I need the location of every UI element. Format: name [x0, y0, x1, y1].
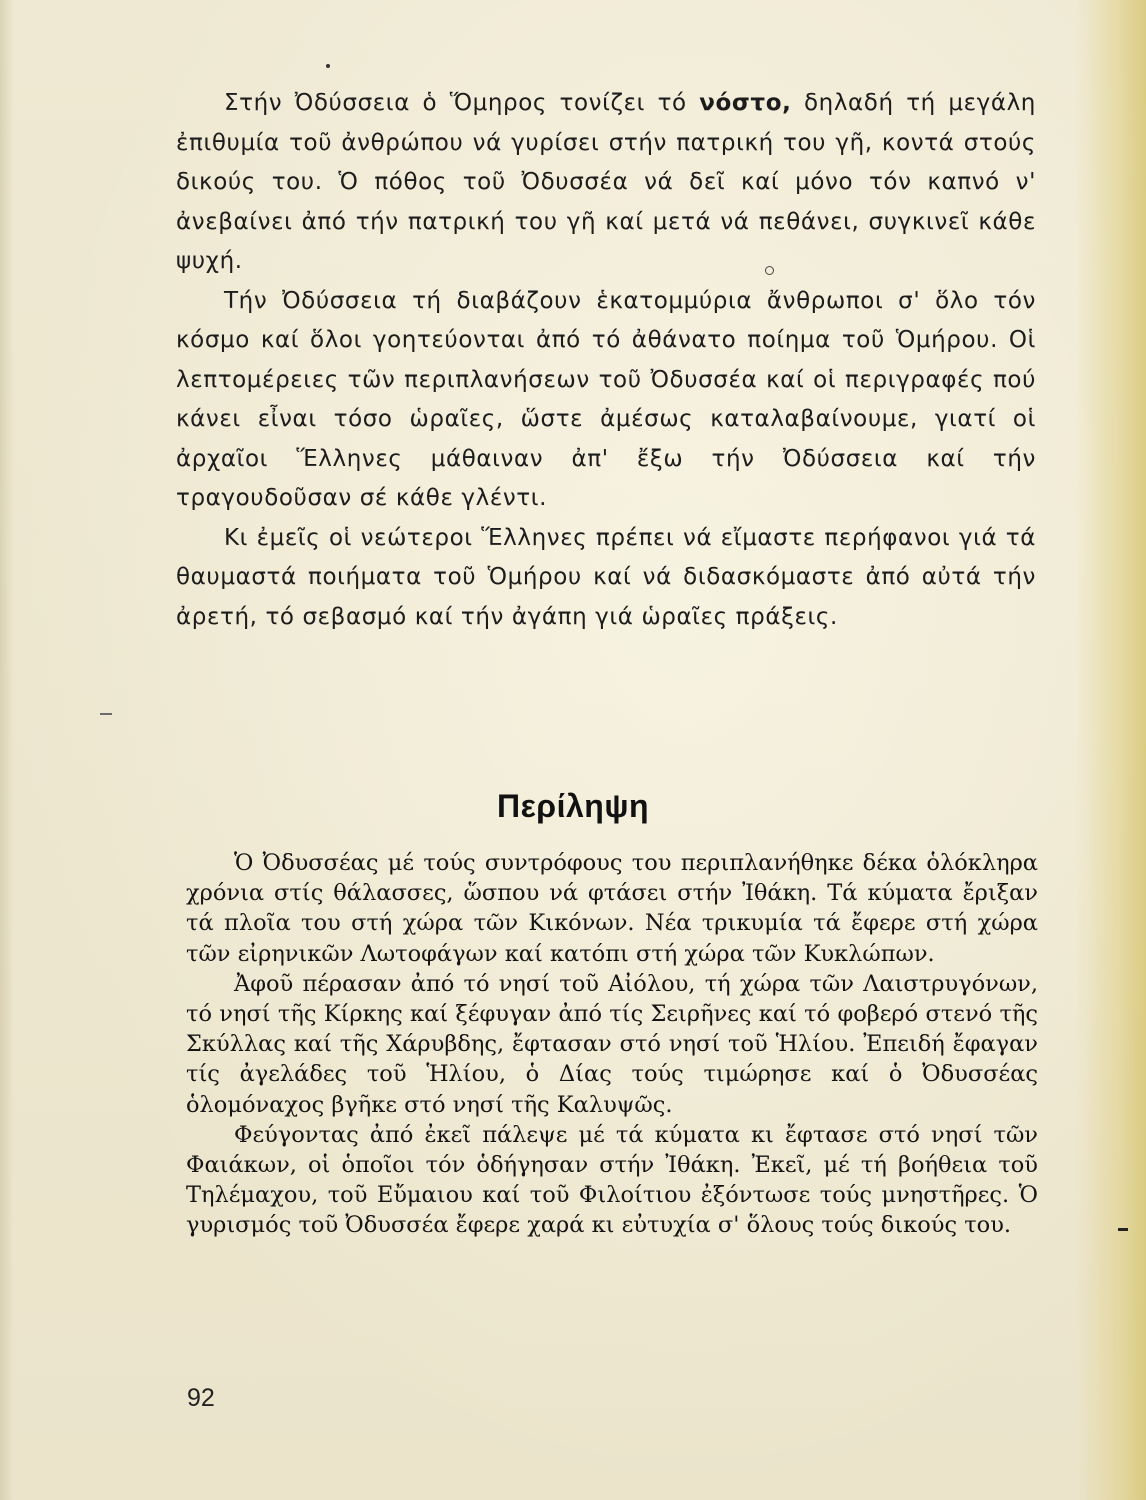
summary-paragraph-2: Ἀφοῦ πέρασαν ἀπό τό νησί τοῦ Αἰόλου, τή χώρα τῶν Λαιστρυγόνων, τό νησί τῆς Κίρκης καί ξέφυγαν ἀπό τίς Σειρῆνες καί τό φοβερό στενό τῆς Σκύλλας καί τῆς Χάρυβδης, ἔφτασαν στό νησί τοῦ Ἡλίου. Ἐπειδή ἔφαγαν τίς ἀγελάδες τοῦ Ἡλίου, ὁ Δίας τούς τιμώρησε καί ὁ Ὀδυσσέας ὁλομόναχος βγῆκε στό νησί τῆς Καλυψῶς.	[186, 970, 1038, 1118]
page-right-edge	[1076, 0, 1146, 1500]
page-number: 92	[187, 1384, 215, 1412]
ink-speck	[326, 64, 330, 68]
summary-paragraph-1: Ὁ Ὀδυσσέας μέ τούς συντρόφους του περιπλανήθηκε δέκα ὁλόκληρα χρόνια στίς θάλασσες, ὥσπου νά φτάσει στήν Ἰθάκη. Τά κύματα ἔριξαν τά πλοῖα του στή χώρα τῶν Κικόνων. Νέα τρικυμία τά ἔφερε στή χώρα τῶν εἰρηνικῶν Λωτοφάγων καί κατόπι στή χώρα τῶν Κυκλώπων.	[186, 850, 1038, 967]
summary-heading: Περίληψη	[497, 788, 649, 824]
summary-paragraph-3: Φεύγοντας ἀπό ἐκεῖ πάλεψε μέ τά κύματα κι ἔφτασε στό νησί τῶν Φαιάκων, οἱ ὁποῖοι τόν ὁδήγησαν στήν Ἰθάκη. Ἐκεῖ, μέ τή βοήθεια τοῦ Τηλέμαχου, τοῦ Εὔμαιου καί τοῦ Φιλοίτιου ἐξόντωσε τούς μνηστῆρες. Ὁ γυρισμός τοῦ Ὀδυσσέα ἔφερε χαρά κι εὐτυχία σ' ὅλους τούς δικούς του.	[186, 1121, 1038, 1239]
summary-text	[186, 848, 1038, 1241]
intro-paragraph-1-rest: δηλαδή τή μεγάλη ἐπιθυμία τοῦ ἀνθρώπου νά γυρίσει στήν πατρική του γῆ, κοντά στούς δικούς του. Ὁ πόθος τοῦ Ὀδυσσέα νά δεῖ καί μόνο τόν καπνό ν' ἀνεβαίνει ἀπό τήν πατρική του γῆ καί μετά νά πεθάνει, συγκινεῖ κάθε ψυχή.	[176, 90, 1036, 274]
margin-mark	[100, 713, 112, 715]
margin-mark	[1118, 1228, 1128, 1231]
intro-paragraph-1-start: Στήν Ὀδύσσεια ὁ Ὅμηρος τονίζει τό	[224, 90, 700, 116]
intro-paragraph-2: Τήν Ὀδύσσεια τή διαβάζουν ἑκατομμύρια ἄνθρωποι σ' ὅλο τόν κόσμο καί ὅλοι γοητεύονται ἀπό τό ἀθάνατο ποίημα τοῦ Ὁμήρου. Οἱ λεπτομέρειες τῶν περιπλανήσεων τοῦ Ὀδυσσέα καί οἱ περιγραφές πού κάνει εἶναι τόσο ὡραῖες, ὥστε ἀμέσως καταλαβαίνουμε, γιατί οἱ ἀρχαῖοι Ἕλληνες μάθαιναν ἀπ' ἔξω τήν Ὀδύσσεια καί τήν τραγουδοῦσαν σέ κάθε γλέντι.	[176, 287, 1036, 511]
intro-paragraph-1	[176, 84, 1036, 282]
keyword-nosto: νόστο,	[699, 90, 792, 116]
intro-paragraph-3: Κι ἐμεῖς οἱ νεώτεροι Ἕλληνες πρέπει νά εἴμαστε περήφανοι γιά τά θαυμαστά ποιήματα τοῦ Ὁμήρου καί νά διδασκόμαστε ἀπό αὐτά τήν ἀρετή, τό σεβασμό καί τήν ἀγάπη γιά ὡραῖες πράξεις.	[176, 524, 1036, 630]
intro-text	[176, 84, 1036, 637]
page-left-shadow	[0, 0, 14, 1500]
